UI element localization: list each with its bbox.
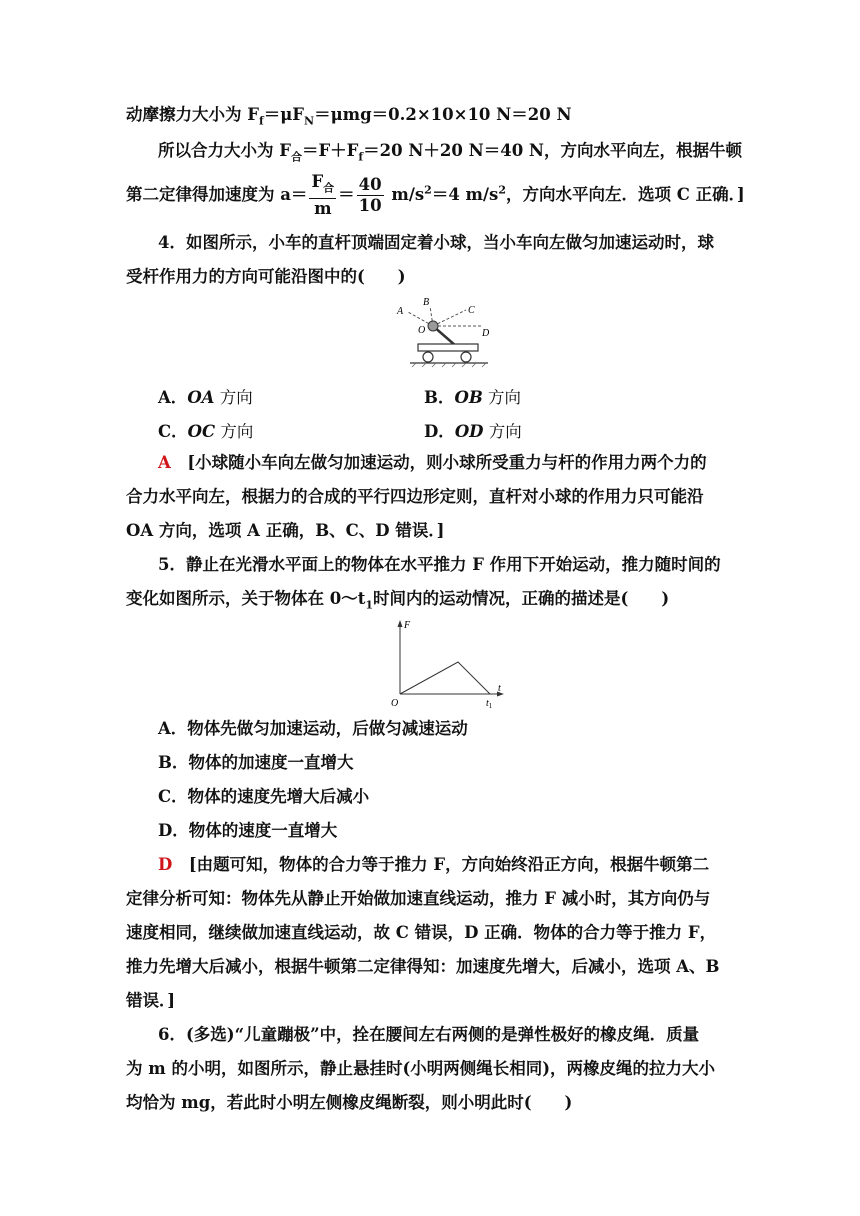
answer-5-line-5: 错误．] [126, 991, 176, 1010]
origin-label: O [391, 698, 399, 709]
option-label: D． [424, 422, 455, 441]
subscript: N [304, 114, 315, 128]
question-4-line-2: 受杆作用力的方向可能沿图中的( ) [126, 267, 406, 286]
text-span: [由题可知，物体的合力等于推力 F，方向始终沿正方向，根据牛顿第二 [188, 855, 710, 874]
answer-5-line-4: 推力先增大后减小，根据牛顿第二定律得知：加速度先增大，后减小，选项 A、B [126, 957, 720, 976]
numerator: 40 [358, 175, 382, 195]
answer-4-line-3: OA 方向，选项 A 正确，B、C、D 错误．] [126, 521, 445, 540]
option-4b [424, 384, 521, 408]
text-span: ＝μF [263, 105, 304, 124]
fraction [357, 175, 384, 216]
label-C: C [468, 305, 475, 316]
text-line [126, 104, 572, 132]
t1-sub: 1 [488, 702, 493, 710]
option-var: OA [187, 388, 215, 407]
text-span: 所以合力大小为 F [158, 141, 291, 160]
superscript: 2 [424, 183, 432, 197]
text-span: 时间内的运动情况，正确的描述是( ) [373, 589, 670, 608]
subscript: 1 [365, 598, 374, 612]
answer-4-line-1 [158, 452, 707, 474]
label-O: O [418, 325, 426, 336]
question-4-line-1: 4．如图所示，小车的直杆顶端固定着小球，当小车向左做匀加速运动时，球 [158, 233, 714, 252]
option-label: C． [158, 422, 188, 441]
text-span: 第二定律得加速度为 a＝ [126, 185, 308, 205]
label-B: B [423, 297, 430, 308]
option-var: OD [454, 422, 484, 441]
option-5a: A．物体先做匀加速运动，后做匀减速运动 [158, 719, 468, 738]
t1-var: t [486, 698, 489, 709]
option-text: 方向 [482, 388, 522, 407]
question-6-line-1: 6．(多选)“儿童蹦极”中，拴在腰间左右两侧的是弹性极好的橡皮绳．质量 [158, 1025, 700, 1044]
text-span: ＝4 m/s [431, 185, 499, 205]
text-span: 动摩擦力大小为 F [126, 105, 259, 124]
subscript: 合 [323, 181, 335, 195]
numerator: F [311, 172, 324, 191]
question-5-line-2 [126, 588, 669, 616]
answer-5-line-3: 速度相同，继续做加速直线运动，故 C 错误，D 正确．物体的合力等于推力 F， [126, 923, 717, 942]
force-time-graph [390, 618, 510, 710]
option-text: 方向 [214, 388, 253, 407]
text-span: ＝ [338, 185, 355, 205]
denominator: m [314, 199, 332, 219]
subscript: f [358, 150, 364, 164]
subscript: 合 [290, 150, 302, 164]
t1-label [486, 698, 493, 710]
answer-5-line-2: 定律分析可知：物体先从静止开始做加速直线运动，推力 F 减小时，其方向仍与 [126, 889, 711, 908]
fraction [309, 172, 336, 219]
option-text: 方向 [215, 422, 254, 441]
answer-5-line-1 [158, 854, 709, 876]
answer-letter: D [158, 855, 173, 874]
option-4a [158, 384, 253, 408]
text-span: ，方向水平向左．选项 C 正确．] [505, 185, 745, 205]
text-line [126, 172, 745, 219]
question-6-line-3: 均恰为 mg，若此时小明左侧橡皮绳断裂，则小明此时( ) [126, 1093, 573, 1112]
denominator: 10 [358, 196, 382, 216]
question-6-line-2: 为 m 的小明，如图所示，静止悬挂时(小明两侧绳长相同)，两橡皮绳的拉力大小 [126, 1059, 716, 1078]
question-5-line-1: 5．静止在光滑水平面上的物体在水平推力 F 作用下开始运动，推力随时间的 [158, 555, 721, 574]
cart-figure [390, 292, 500, 372]
label-A: A [397, 306, 404, 317]
option-5d: D．物体的速度一直增大 [158, 821, 338, 840]
text-span: m/s [385, 185, 425, 205]
option-4d [424, 418, 522, 442]
subscript: f [258, 114, 264, 128]
option-var: OC [187, 422, 216, 441]
answer-4-line-2: 合力水平向左，根据力的合成的平行四边形定则，直杆对小球的作用力只可能沿 [126, 487, 704, 506]
option-label: A． [158, 388, 188, 407]
text-span: [小球随小车向左做匀加速运动，则小球所受重力与杆的作用力两个力的 [187, 453, 707, 472]
superscript: 2 [498, 183, 506, 197]
text-span: ＝μmg＝0.2×10×10 N＝20 N [314, 105, 572, 124]
option-5b: B．物体的加速度一直增大 [158, 753, 354, 772]
y-axis-label: F [404, 620, 411, 631]
x-axis-label: t [498, 683, 501, 694]
answer-letter: A [158, 453, 171, 472]
option-label: B． [424, 388, 455, 407]
text-span: ＝F＋F [301, 141, 359, 160]
label-D: D [482, 328, 490, 339]
text-span: ＝20 N＋20 N＝40 N，方向水平向左，根据牛顿 [363, 141, 743, 160]
option-text: 方向 [483, 422, 522, 441]
option-var: OB [454, 388, 483, 407]
option-4c [158, 418, 253, 442]
text-line [158, 140, 742, 168]
text-span: 变化如图所示，关于物体在 0～t [126, 589, 366, 608]
option-5c: C．物体的速度先增大后减小 [158, 787, 370, 806]
